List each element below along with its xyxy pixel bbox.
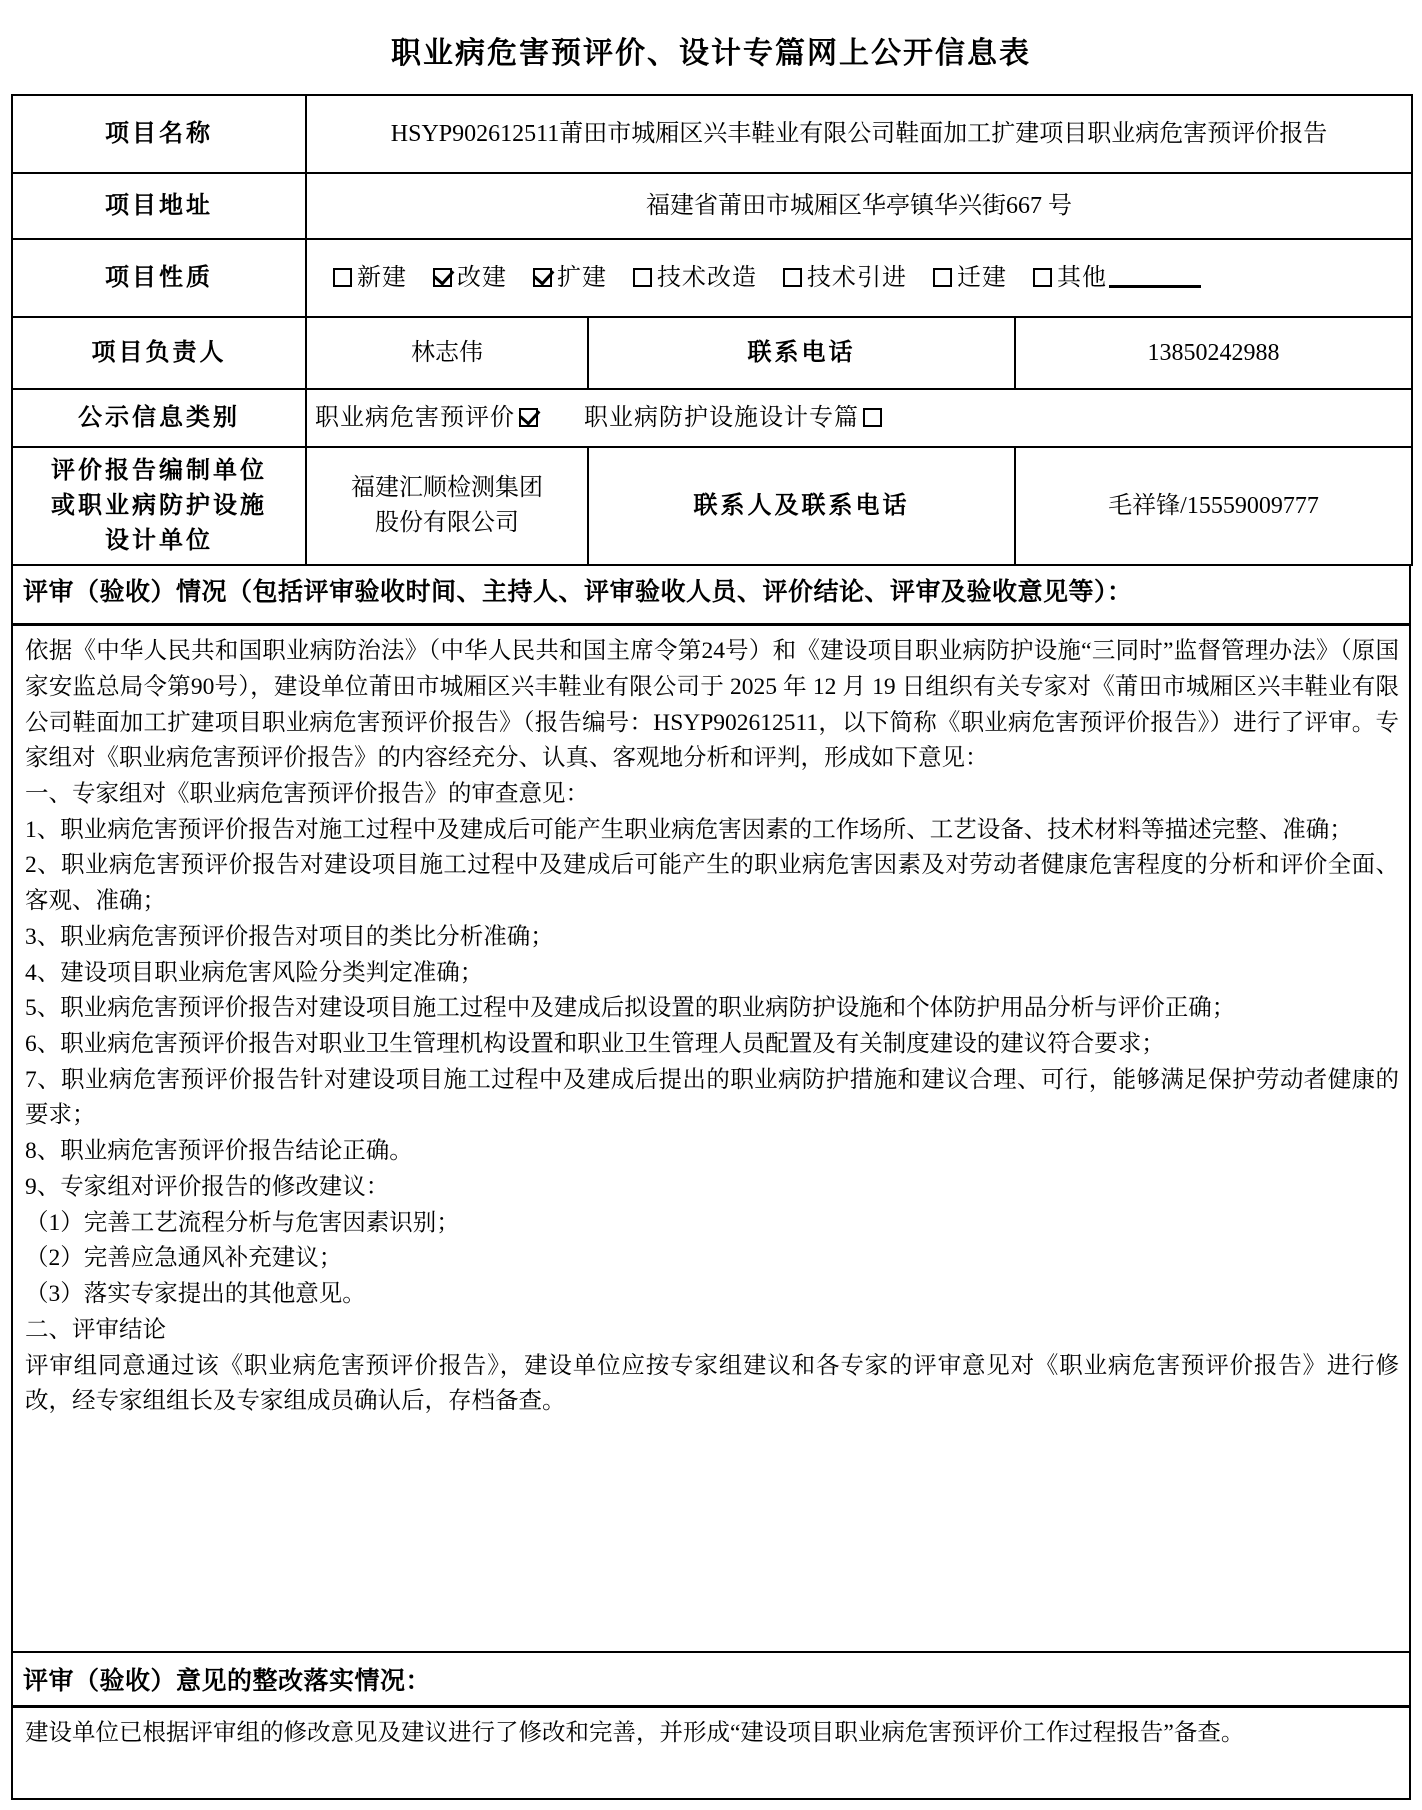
checkbox-label: 职业病防护设施设计专篇 xyxy=(584,404,859,431)
checkbox-icon[interactable] xyxy=(783,268,802,287)
checkbox-icon[interactable] xyxy=(1033,268,1052,287)
value-project-address: 福建省莆田市城厢区华亭镇华兴街667 号 xyxy=(306,173,1412,239)
checkbox-option-expansion[interactable] xyxy=(533,261,607,296)
label-project-address: 项目地址 xyxy=(12,173,306,239)
checkbox-checked-icon[interactable] xyxy=(533,268,552,287)
review-section-body xyxy=(13,626,1409,1651)
checkbox-label: 技术引进 xyxy=(807,264,907,291)
table-row-disclosure-category xyxy=(12,389,1412,447)
label-project-leader: 项目负责人 xyxy=(12,317,306,389)
checkbox-checked-icon[interactable] xyxy=(519,408,538,427)
project-info-table xyxy=(11,94,1413,566)
checkbox-option-tech-renovation[interactable] xyxy=(633,261,757,296)
rectification-section-heading: 评审（验收）意见的整改落实情况： xyxy=(13,1653,1409,1708)
checkbox-label: 扩建 xyxy=(557,264,607,291)
value-line-1: 福建汇顺检测集团 xyxy=(351,475,543,502)
review-paragraph: 6、职业病危害预评价报告对职业卫生管理机构设置和职业卫生管理人员配置及有关制度建设的建议符合要求； xyxy=(25,1031,1165,1058)
checkbox-checked-icon[interactable] xyxy=(433,268,452,287)
label-contact-person-phone: 联系人及联系电话 xyxy=(588,447,1015,565)
review-paragraph: （2）完善应急通风补充建议； xyxy=(25,1245,343,1272)
review-paragraph: 8、职业病危害预评价报告结论正确。 xyxy=(25,1138,413,1165)
review-paragraph: 评审组同意通过该《职业病危害预评价报告》，建设单位应按专家组建议和各专家的评审意见对《职业病危害预评价报告》进行修改，经专家组组长及专家组成员确认后，存档备查。 xyxy=(25,1352,1399,1415)
review-paragraph: （1）完善工艺流程分析与危害因素识别； xyxy=(25,1209,460,1236)
review-paragraph: 2、职业病危害预评价报告对建设项目施工过程中及建成后可能产生的职业病危害因素及对劳动者健康危害程度的分析和评价全面、客观、准确； xyxy=(25,852,1399,915)
value-project-name: HSYP902612511莆田市城厢区兴丰鞋业有限公司鞋面加工扩建项目职业病危害预评价报告 xyxy=(306,95,1412,173)
project-nature-options xyxy=(306,239,1412,317)
table-row-project-leader xyxy=(12,317,1412,389)
table-row-project-address xyxy=(12,173,1412,239)
table-row-project-nature xyxy=(12,239,1412,317)
review-paragraph: 1、职业病危害预评价报告对施工过程中及建成后可能产生职业病危害因素的工作场所、工艺设备、技术材料等描述完整、准确； xyxy=(25,816,1353,843)
label-line-3: 设计单位 xyxy=(105,527,213,554)
value-contact-phone: 13850242988 xyxy=(1015,317,1412,389)
checkbox-option-relocation[interactable] xyxy=(933,261,1007,296)
rectification-section-body xyxy=(13,1708,1409,1798)
checkbox-option-new-build[interactable] xyxy=(333,261,407,296)
value-line-2: 股份有限公司 xyxy=(375,510,519,537)
review-paragraph: 9、专家组对评价报告的修改建议： xyxy=(25,1173,390,1200)
label-line-2: 或职业病防护设施 xyxy=(51,492,267,519)
label-disclosure-category: 公示信息类别 xyxy=(12,389,306,447)
checkbox-icon[interactable] xyxy=(333,268,352,287)
review-paragraph: 一、专家组对《职业病危害预评价报告》的审查意见： xyxy=(25,781,589,808)
checkbox-label: 改建 xyxy=(457,264,507,291)
review-section xyxy=(11,566,1411,1653)
checkbox-option-tech-introduction[interactable] xyxy=(783,261,907,296)
rectification-section xyxy=(11,1653,1411,1800)
value-project-leader: 林志伟 xyxy=(306,317,588,389)
disclosure-category-options xyxy=(306,389,1412,447)
checkbox-option-other[interactable] xyxy=(1033,261,1201,296)
review-paragraph: 7、职业病危害预评价报告针对建设项目施工过程中及建成后提出的职业病防护措施和建议合理、可行，能够满足保护劳动者健康的要求； xyxy=(25,1066,1399,1129)
checkbox-label: 迁建 xyxy=(957,264,1007,291)
rectification-paragraph: 建设单位已根据评审组的修改意见及建议进行了修改和完善，并形成“建设项目职业病危害预评价工作过程报告”备查。 xyxy=(25,1720,1245,1747)
review-paragraph: 5、职业病危害预评价报告对建设项目施工过程中及建成后拟设置的职业病防护设施和个体防护用品分析与评价正确； xyxy=(25,995,1236,1022)
checkbox-option-facility-design[interactable] xyxy=(584,401,882,436)
label-preparing-unit xyxy=(12,447,306,565)
checkbox-icon[interactable] xyxy=(633,268,652,287)
checkbox-option-pre-assessment[interactable] xyxy=(315,401,538,436)
value-contact-person-phone: 毛祥锋/15559009777 xyxy=(1015,447,1412,565)
checkbox-icon[interactable] xyxy=(933,268,952,287)
other-fill-line[interactable] xyxy=(1109,268,1201,288)
checkbox-label: 职业病危害预评价 xyxy=(315,404,515,431)
checkbox-icon[interactable] xyxy=(863,408,882,427)
checkbox-label: 技术改造 xyxy=(657,264,757,291)
value-preparing-unit xyxy=(306,447,588,565)
review-paragraph: 4、建设项目职业病危害风险分类判定准确； xyxy=(25,959,484,986)
label-contact-phone: 联系电话 xyxy=(588,317,1015,389)
label-line-1: 评价报告编制单位 xyxy=(51,458,267,484)
review-paragraph: （3）落实专家提出的其他意见。 xyxy=(25,1281,366,1308)
checkbox-label: 新建 xyxy=(357,264,407,291)
review-paragraph: 3、职业病危害预评价报告对项目的类比分析准确； xyxy=(25,923,554,950)
review-paragraph: 依据《中华人民共和国职业病防治法》（中华人民共和国主席令第24号）和《建设项目职业病防护设施“三同时”监督管理办法》（原国家安监总局令第90号），建设单位莆田市城厢区兴丰鞋业有限公司于 2025 年 12 月 19 日组织有关专家对《莆田市城厢区兴丰鞋业有限公司鞋面加工扩建项目职业病危害预评价报告》（报告编号：HSYP902612511，以下简称《职业病危害预评价报告》）进行了评审。专家组对《职业病危害预评价报告》的内容经充分、认真、客观地分析和评判，形成如下意见： xyxy=(25,638,1399,772)
page-title: 职业病危害预评价、设计专篇网上公开信息表 xyxy=(391,37,1031,70)
review-paragraph: 二、评审结论 xyxy=(25,1316,166,1343)
label-project-nature: 项目性质 xyxy=(12,239,306,317)
review-section-heading: 评审（验收）情况（包括评审验收时间、主持人、评审验收人员、评价结论、评审及验收意见等）： xyxy=(13,566,1409,626)
checkbox-label: 其他 xyxy=(1057,264,1107,291)
checkbox-option-rebuild[interactable] xyxy=(433,261,507,296)
label-project-name: 项目名称 xyxy=(12,95,306,173)
table-row-project-name xyxy=(12,95,1412,173)
table-row-preparing-unit xyxy=(12,447,1412,565)
